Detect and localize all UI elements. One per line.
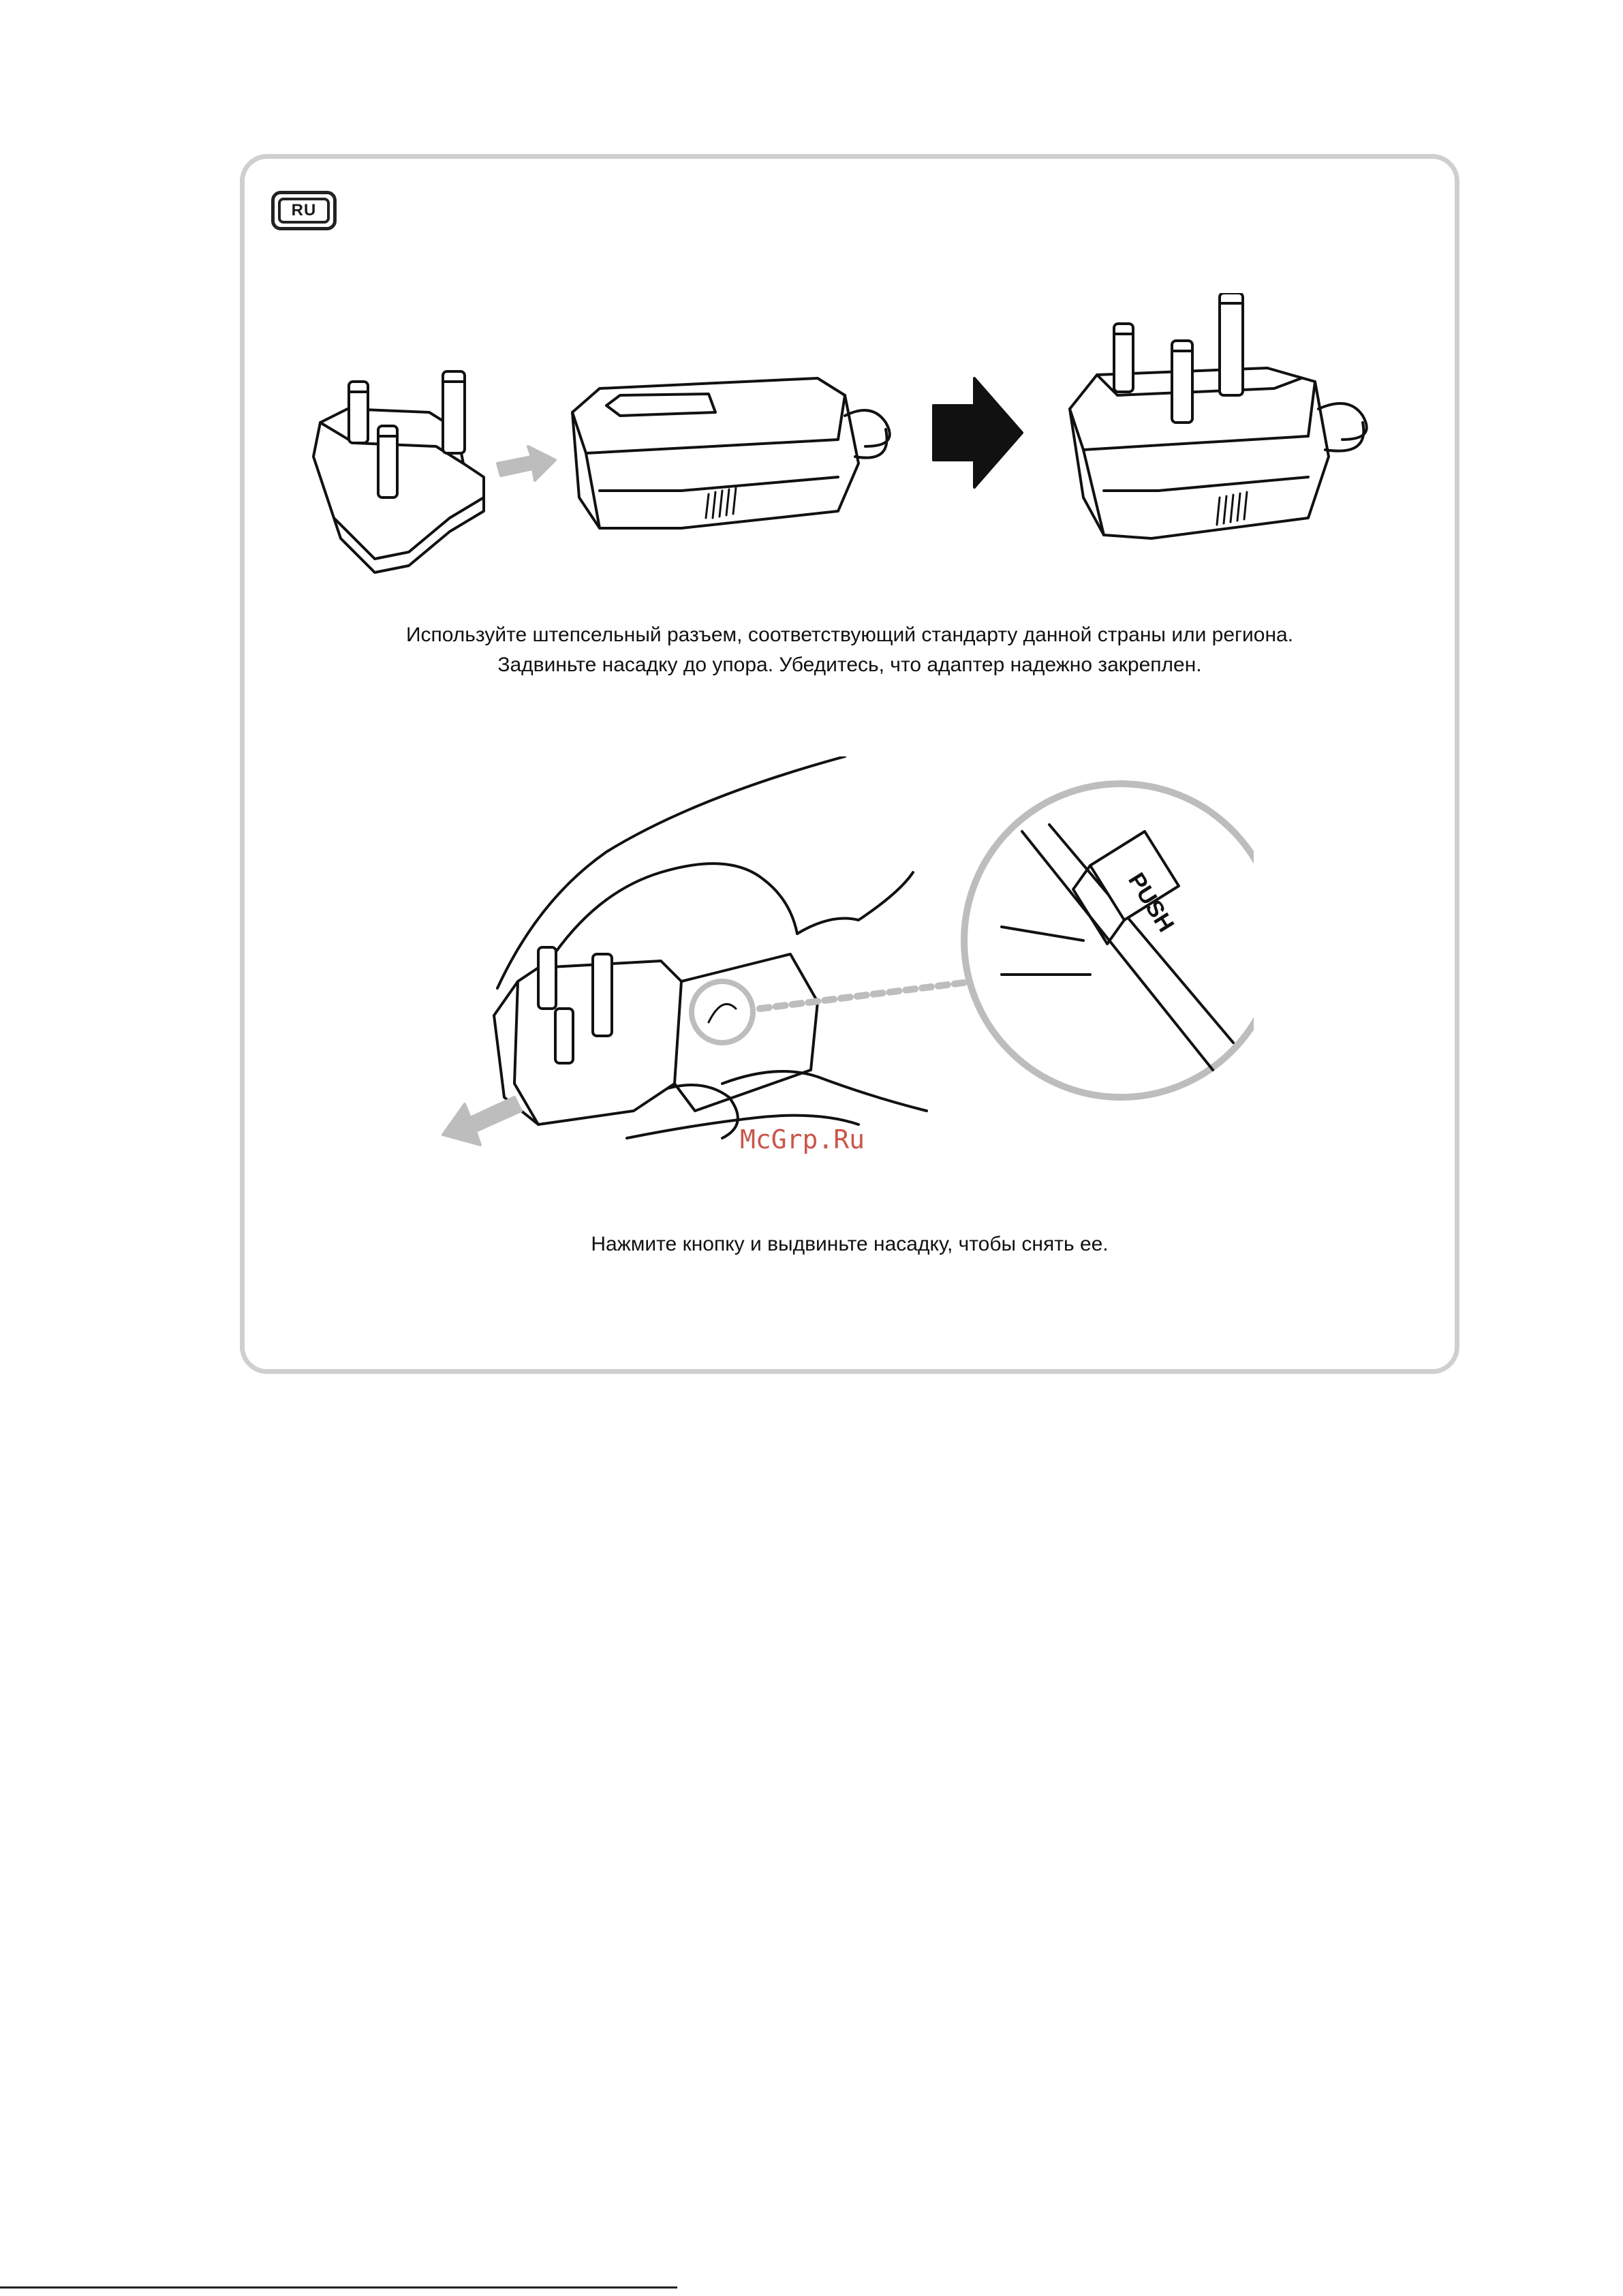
step1-caption-line2: Задвиньте насадку до упора. Убедитесь, что адаптер надежно закреплен. (497, 654, 1202, 676)
adapter-body-icon (572, 378, 890, 528)
push-button-highlight (692, 981, 753, 1043)
step1-caption (240, 620, 1459, 680)
assembled-adapter-icon (1070, 293, 1367, 538)
adapter-plug-removal-icon (494, 947, 818, 1124)
pull-arrow-icon (443, 1097, 521, 1145)
zoom-connector (760, 981, 974, 1009)
step1-caption-line1: Используйте штепсельный разъем, соответствующий стандарту данной страны или региона. (405, 624, 1294, 646)
slide-arrow-icon (497, 446, 555, 480)
step2-caption: Нажмите кнопку и выдвиньте насадку, чтобы снять ее. (591, 1233, 1109, 1255)
plug-attachment-icon (313, 371, 484, 572)
push-label: PUSH (1123, 868, 1179, 937)
step1-illustration (300, 293, 1417, 600)
language-badge (271, 191, 337, 230)
footer-rule (0, 2286, 677, 2289)
language-badge-label: RU (278, 198, 330, 224)
result-arrow-icon (933, 378, 1022, 487)
watermark: McGrp.Ru (740, 1124, 865, 1154)
